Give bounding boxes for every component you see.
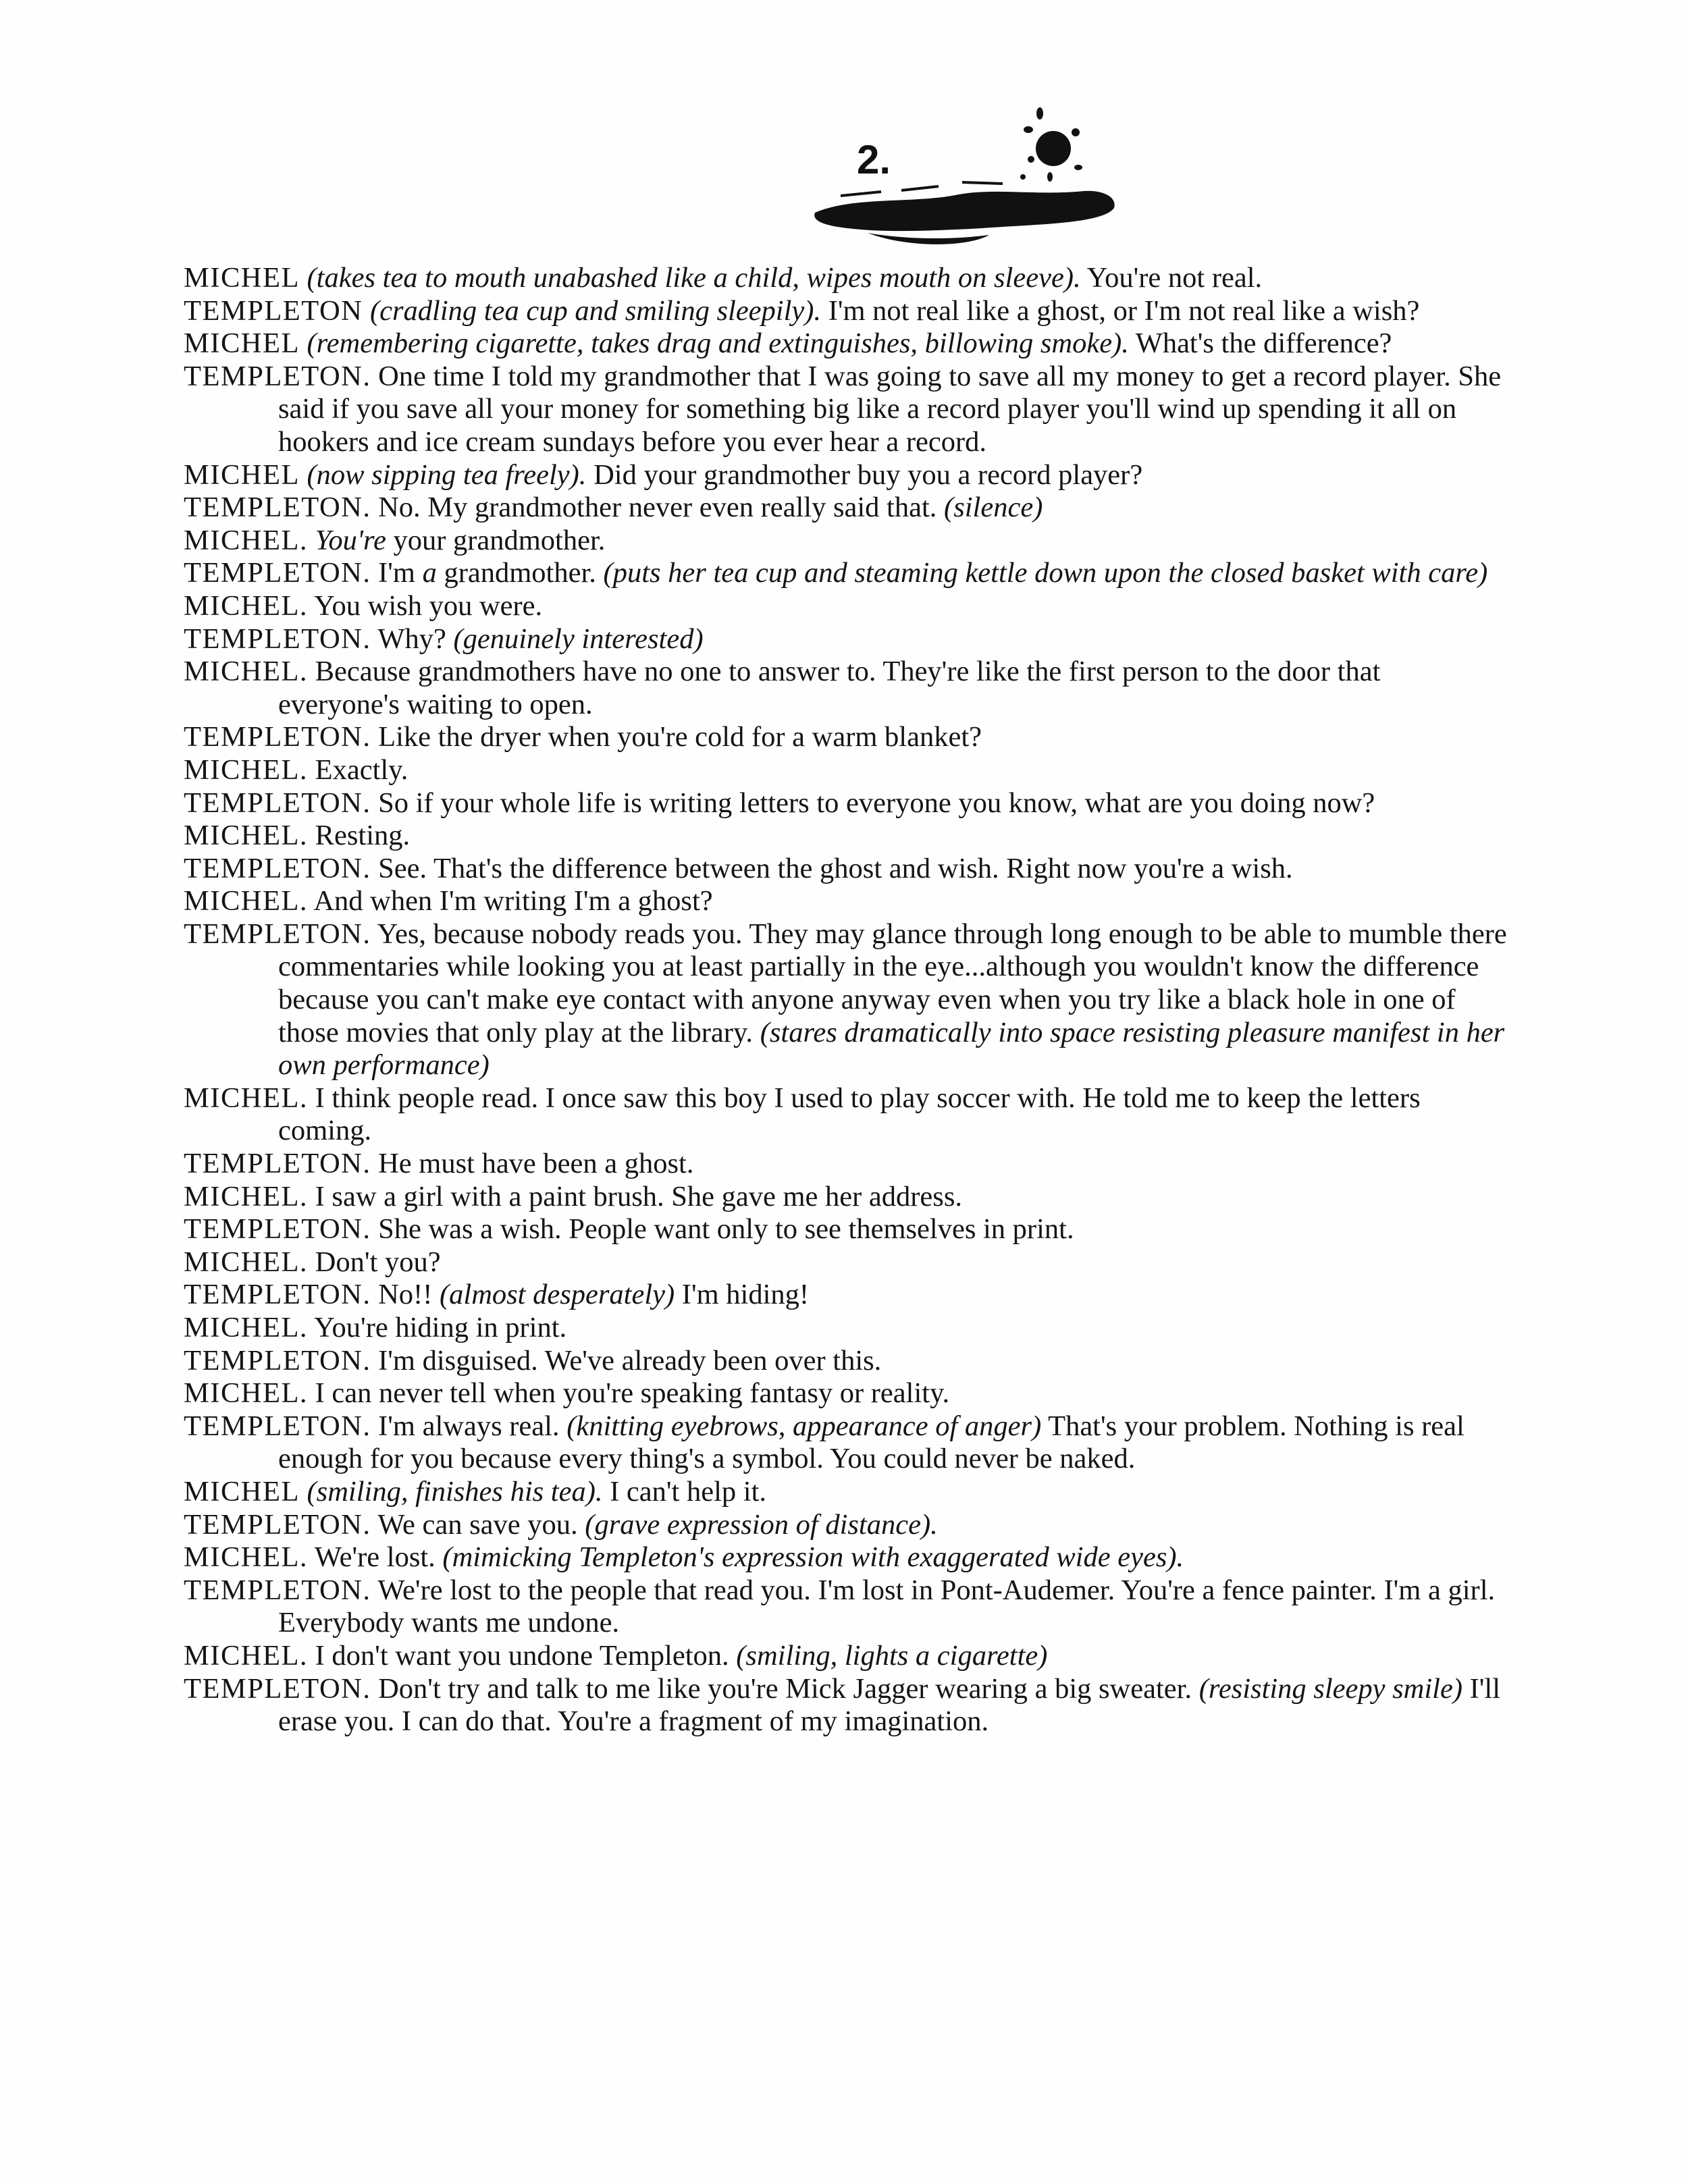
sun-over-horizon-icon (800, 95, 1138, 270)
stage-direction: (grave expression of distance). (585, 1508, 938, 1541)
stage-direction: (stares dramatically into space resisting pleasure manifest in her own performance) (278, 1016, 1505, 1082)
speaker-name: MICHEL. (184, 656, 309, 688)
stage-direction: (mimicking Templeton's expression with exaggerated wide eyes). (442, 1541, 1184, 1574)
speaker-name: MICHEL. (184, 524, 309, 556)
dialogue-text: Don't you? (315, 1246, 441, 1278)
dialogue-text: Did your grandmother buy you a record player? (594, 458, 1143, 491)
dialogue-line (184, 1148, 1507, 1181)
stage-direction: You're (315, 524, 386, 556)
speaker-name: TEMPLETON. (184, 1574, 371, 1606)
speaker-name: MICHEL. (184, 1639, 309, 1672)
dialogue-line (184, 656, 1507, 721)
dialogue-line (184, 1377, 1507, 1410)
dialogue-line (184, 1345, 1507, 1378)
dialogue-text: Exactly. (315, 753, 408, 786)
dialogue-line (184, 295, 1507, 328)
dialogue-text: your grandmother. (393, 524, 606, 556)
speaker-name: MICHEL. (184, 885, 309, 917)
stage-direction: (smiling, lights a cigarette) (736, 1639, 1048, 1672)
dialogue-line (184, 1574, 1507, 1640)
play-script-body (184, 262, 1507, 1738)
dialogue-line (184, 721, 1507, 754)
dialogue-text: I'm disguised. We've already been over this. (378, 1344, 882, 1377)
dialogue-line (184, 1279, 1507, 1312)
speaker-name: TEMPLETON. (184, 721, 371, 753)
dialogue-text: I'm hiding! (681, 1279, 810, 1311)
speaker-name: MICHEL. (184, 820, 309, 852)
speaker-name: TEMPLETON. (184, 917, 371, 950)
dialogue-text: What's the difference? (1135, 327, 1392, 360)
speaker-name: MICHEL (184, 1475, 300, 1508)
stage-direction: (almost desperately) (439, 1279, 675, 1311)
dialogue-line (184, 361, 1507, 459)
speaker-name: MICHEL (184, 262, 300, 294)
dialogue-line (184, 491, 1507, 525)
dialogue-line (184, 1246, 1507, 1279)
stage-direction: (genuinely interested) (453, 622, 704, 655)
dialogue-text: No. My grandmother never even really said that. (378, 491, 937, 524)
dialogue-line (184, 885, 1507, 918)
dialogue-text: He must have been a ghost. (378, 1148, 694, 1180)
dialogue-line (184, 1312, 1507, 1345)
dialogue-text: Why? (377, 622, 446, 655)
dialogue-line (184, 754, 1507, 787)
speaker-name: MICHEL (184, 327, 300, 360)
dialogue-text: I think people read. I once saw this boy I used to play soccer with. He told me to keep the letters coming. (278, 1082, 1421, 1147)
speaker-name: TEMPLETON. (184, 557, 371, 589)
speaker-name: MICHEL. (184, 1082, 309, 1114)
speaker-name: MICHEL. (184, 1180, 309, 1213)
speaker-name: TEMPLETON (184, 294, 363, 327)
speaker-name: TEMPLETON. (184, 1213, 371, 1246)
stage-direction: (puts her tea cup and steaming kettle down upon the closed basket with care) (603, 557, 1488, 589)
page-header-emblem (800, 95, 1138, 270)
dialogue-line (184, 820, 1507, 853)
speaker-name: TEMPLETON. (184, 1279, 371, 1311)
speaker-name: MICHEL. (184, 1541, 309, 1574)
dialogue-line (184, 918, 1507, 1082)
stage-direction: (remembering cigarette, takes drag and extinguishes, billowing smoke). (307, 327, 1129, 360)
dialogue-text: I'm not real like a ghost, or I'm not real like a wish? (828, 294, 1420, 327)
dialogue-line (184, 459, 1507, 492)
dialogue-text: I'm always real. (378, 1410, 560, 1442)
dialogue-text: I'm (378, 557, 415, 589)
dialogue-text: You're hiding in print. (314, 1312, 567, 1343)
speaker-name: TEMPLETON. (184, 1344, 371, 1377)
dialogue-line (184, 327, 1507, 361)
stage-direction: (takes tea to mouth unabashed like a child, wipes mouth on sleeve). (307, 262, 1081, 294)
speaker-name: MICHEL. (184, 753, 309, 786)
speaker-name: TEMPLETON. (184, 622, 371, 655)
dialogue-text: We can save you. (377, 1508, 578, 1541)
dialogue-line (184, 525, 1507, 558)
dialogue-text: I'll erase you. I can do that. You're a fragment of my imagination. (278, 1672, 1501, 1738)
dialogue-text: We're lost. (314, 1541, 436, 1574)
dialogue-line (184, 1410, 1507, 1476)
dialogue-text: One time I told my grandmother that I was going to save all my money to get a record player. She said if you save all your money for something big like a record player you'll wind up spending it all on hookers and ice cream sundays before you ever hear a record. (278, 360, 1502, 458)
speaker-name: TEMPLETON. (184, 787, 371, 819)
speaker-name: MICHEL. (184, 1246, 309, 1278)
dialogue-text: Don't try and talk to me like you're Mick Jagger wearing a big sweater. (378, 1672, 1192, 1705)
dialogue-text: I don't want you undone Templeton. (315, 1639, 729, 1672)
dialogue-text: I can't help it. (610, 1475, 767, 1508)
speaker-name: TEMPLETON. (184, 1410, 371, 1442)
dialogue-line (184, 557, 1507, 590)
dialogue-line (184, 853, 1507, 886)
stage-direction: (silence) (944, 491, 1043, 524)
dialogue-text: No!! (378, 1279, 433, 1311)
stage-direction: (cradling tea cup and smiling sleepily). (369, 294, 822, 327)
dialogue-line (184, 1181, 1507, 1214)
speaker-name: MICHEL. (184, 589, 309, 622)
speaker-name: MICHEL. (184, 1377, 309, 1410)
dialogue-line (184, 1673, 1507, 1738)
stage-direction: (resisting sleepy smile) (1198, 1672, 1462, 1705)
dialogue-line (184, 623, 1507, 656)
dialogue-text: grandmother. (444, 557, 596, 589)
speaker-name: MICHEL (184, 458, 300, 491)
dialogue-text: And when I'm writing I'm a ghost? (313, 885, 713, 917)
dialogue-line (184, 590, 1507, 623)
dialogue-line (184, 1082, 1507, 1148)
speaker-name: TEMPLETON. (184, 360, 371, 392)
page-number: 2. (857, 137, 891, 182)
stage-direction: (smiling, finishes his tea). (307, 1475, 603, 1508)
dialogue-line (184, 262, 1507, 295)
dialogue-text: She was a wish. People want only to see themselves in print. (378, 1213, 1074, 1246)
stage-direction: a (422, 557, 437, 589)
speaker-name: TEMPLETON. (184, 491, 371, 524)
dialogue-text: So if your whole life is writing letters to everyone you know, what are you doing now? (378, 787, 1375, 819)
dialogue-text: Because grandmothers have no one to answer to. They're like the first person to the door that everyone's waiting to open. (278, 656, 1381, 720)
speaker-name: TEMPLETON. (184, 852, 371, 884)
dialogue-text: You wish you were. (314, 589, 543, 622)
stage-direction: (now sipping tea freely). (307, 458, 587, 491)
speaker-name: MICHEL. (184, 1312, 309, 1343)
dialogue-line (184, 1509, 1507, 1542)
dialogue-text: I saw a girl with a paint brush. She gave me her address. (315, 1180, 963, 1213)
dialogue-line (184, 1213, 1507, 1246)
dialogue-line (184, 1476, 1507, 1509)
speaker-name: TEMPLETON. (184, 1508, 371, 1541)
speaker-name: TEMPLETON. (184, 1672, 371, 1705)
speaker-name: TEMPLETON. (184, 1148, 371, 1180)
dialogue-text: We're lost to the people that read you. I'm lost in Pont-Audemer. You're a fence painter. I'm a girl. Everybody wants me undone. (278, 1574, 1496, 1639)
dialogue-text: Resting. (315, 820, 411, 852)
stage-direction: (knitting eyebrows, appearance of anger) (566, 1410, 1042, 1442)
dialogue-text: Yes, because nobody reads you. They may glance through long enough to be able to mumble there commentaries while looking you at least partially in the eye...although you wouldn't know the difference because you can't make eye contact with anyone anyway even when you try like a black hole in one of those movies that only play at the library. (278, 917, 1507, 1048)
dialogue-text: That's your problem. Nothing is real enough for you because every thing's a symbol. You could never be naked. (278, 1410, 1465, 1475)
dialogue-text: Like the dryer when you're cold for a warm blanket? (378, 721, 982, 753)
dialogue-text: See. That's the difference between the ghost and wish. Right now you're a wish. (378, 852, 1293, 884)
dialogue-text: You're not real. (1086, 262, 1263, 294)
dialogue-line (184, 787, 1507, 820)
dialogue-line (184, 1541, 1507, 1574)
dialogue-line (184, 1640, 1507, 1673)
dialogue-text: I can never tell when you're speaking fantasy or reality. (315, 1377, 950, 1410)
